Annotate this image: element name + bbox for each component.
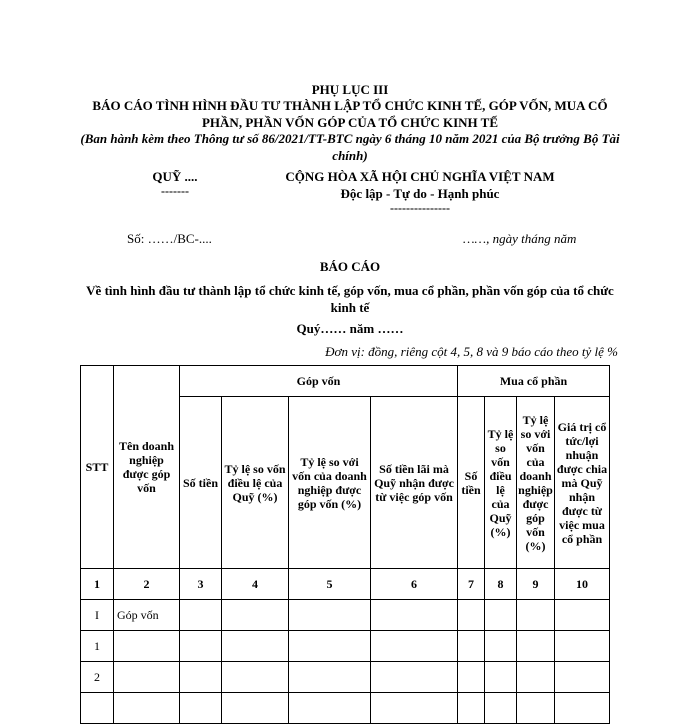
- col-header-ratio-charter-capital: Tỷ lệ so vốn điều lệ của Quỹ (%): [485, 397, 517, 569]
- col-header-ratio-company-capital: Tỷ lệ so với vốn của doanh nghiệp được góp vốn (%): [517, 397, 555, 569]
- national-motto: Độc lập - Tự do - Hạnh phúc: [340, 186, 500, 201]
- report-title: BÁO CÁO: [319, 259, 381, 274]
- col-number: 5: [289, 569, 371, 600]
- appendix-title: PHỤ LỤC III: [311, 82, 389, 97]
- row-name: [114, 693, 180, 724]
- appendix-heading: BÁO CÁO TÌNH HÌNH ĐẦU TƯ THÀNH LẬP TỔ CHỨC KINH TẾ, GÓP VỐN, MUA CỔ PHẦN, PHẦN VỐN GÓP CỦA TỔ CHỨC KINH TẾ: [92, 98, 608, 130]
- col-header-ratio-company-capital: Tỷ lệ so với vốn của doanh nghiệp được góp vốn (%): [289, 397, 371, 569]
- report-period: Quý…… năm ……: [296, 321, 404, 336]
- group-header-capital-contribution: Góp vốn: [180, 366, 458, 397]
- col-header-interest-received: Số tiền lãi mà Quỹ nhận được từ việc góp vốn: [371, 397, 458, 569]
- col-header-amount: Số tiền: [458, 397, 485, 569]
- row-stt: 1: [81, 631, 114, 662]
- col-header-dividend-value: Giá trị cổ tức/lợi nhuận được chia mà Quỹ nhận được từ việc mua cổ phần: [555, 397, 610, 569]
- col-number: 2: [114, 569, 180, 600]
- report-number: Số: ……/BC-....: [127, 231, 212, 246]
- report-subject: Về tình hình đầu tư thành lập tổ chức kinh tế, góp vốn, mua cổ phần, phần vốn góp của tổ chức kinh tế: [86, 283, 614, 315]
- row-name: [114, 631, 180, 662]
- col-number: 9: [517, 569, 555, 600]
- row-name: Góp vốn: [114, 600, 180, 631]
- col-number: 7: [458, 569, 485, 600]
- table-row: [81, 631, 610, 662]
- fund-label: QUỸ ....: [152, 169, 198, 184]
- col-header-amount: Số tiền: [180, 397, 222, 569]
- group-header-share-purchase: Mua cổ phần: [458, 366, 610, 397]
- motto-divider: ---------------: [390, 201, 450, 215]
- col-number: 3: [180, 569, 222, 600]
- col-header-company-name: Tên doanh nghiệp được góp vốn: [114, 366, 180, 569]
- table-row: [81, 693, 610, 724]
- row-stt: I: [81, 600, 114, 631]
- col-header-ratio-charter-capital: Tỷ lệ so vốn điều lệ của Quỹ (%): [222, 397, 289, 569]
- col-number: 8: [485, 569, 517, 600]
- table-row: [81, 662, 610, 693]
- country-name: CỘNG HÒA XÃ HỘI CHỦ NGHĨA VIỆT NAM: [285, 169, 555, 184]
- table-row: [81, 600, 610, 631]
- col-number: 1: [81, 569, 114, 600]
- col-number: 10: [555, 569, 610, 600]
- row-name: [114, 662, 180, 693]
- row-stt: 2: [81, 662, 114, 693]
- row-stt: [81, 693, 114, 724]
- report-table: [80, 365, 610, 724]
- unit-note: Đơn vị: đồng, riêng cột 4, 5, 8 và 9 báo cáo theo tỷ lệ %: [325, 344, 618, 359]
- issuance-note: (Ban hành kèm theo Thông tư số 86/2021/TT-BTC ngày 6 tháng 10 năm 2021 của Bộ trưởng Bộ Tài chính): [80, 131, 620, 163]
- col-number: 4: [222, 569, 289, 600]
- col-header-stt: STT: [81, 366, 114, 569]
- place-date: ……, ngày tháng năm: [463, 231, 577, 246]
- fund-divider: -------: [161, 184, 189, 198]
- col-number: 6: [371, 569, 458, 600]
